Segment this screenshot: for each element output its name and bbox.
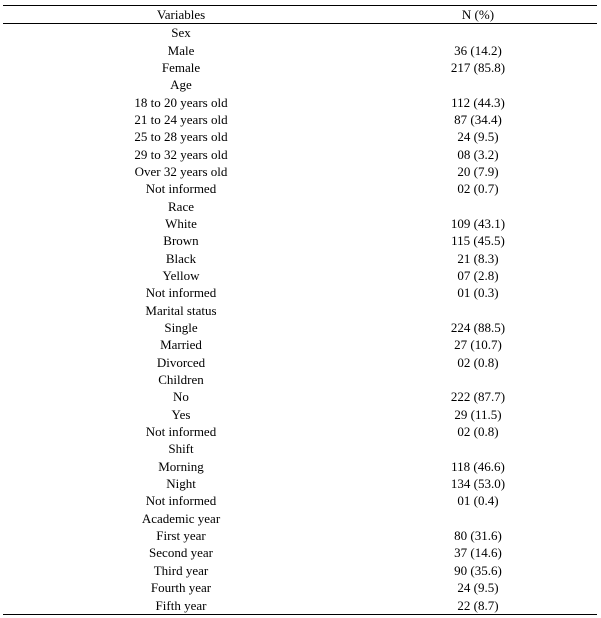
variable-label: 18 to 20 years old [134,94,228,110]
variable-label: Night [166,476,196,492]
n-percent-value [359,440,597,457]
variable-label: Shift [168,441,194,457]
n-percent-value: 21 (8.3) [457,250,499,266]
table-row [3,458,597,475]
variable-label: Over 32 years old [134,163,228,179]
n-percent-value: 02 (0.8) [457,424,499,440]
n-percent-value [359,510,597,527]
variable-label: Male [167,42,195,58]
variable-label: Academic year [141,510,221,526]
variable-label: Not informed [145,493,217,509]
variable-label: No [173,389,189,405]
n-percent-value: 115 (45.5) [451,233,505,249]
n-percent-value: 02 (0.8) [457,354,499,370]
n-percent-value [359,197,597,214]
n-percent-value: 112 (44.3) [451,94,505,110]
n-percent-value: 01 (0.3) [457,285,499,301]
n-percent-value: 87 (34.4) [454,111,502,127]
characteristics-table [3,5,597,615]
variable-label: Not informed [145,424,217,440]
n-percent-value: 36 (14.2) [454,42,502,58]
n-percent-value: 90 (35.6) [454,562,502,578]
variable-label: Race [168,198,194,214]
variable-label: Not informed [145,285,217,301]
characteristics-table-container [3,5,597,615]
table-row [3,336,597,353]
table-row [3,354,597,371]
table-row [3,562,597,579]
table-row [3,406,597,423]
table-row [3,59,597,76]
n-percent-value: 134 (53.0) [450,476,506,492]
variable-label: Marital status [145,302,217,318]
table-row [3,197,597,214]
table-row [3,93,597,110]
variable-label: Children [158,372,204,388]
table-row [3,249,597,266]
n-percent-value [359,24,597,42]
n-percent-value: 217 (85.8) [450,59,506,75]
variable-label: Second year [149,545,213,561]
n-percent-value [359,76,597,93]
table-row [3,423,597,440]
table-row [3,319,597,336]
table-body [3,24,597,615]
table-header [3,6,597,24]
table-row [3,128,597,145]
variable-label: 25 to 28 years old [134,129,228,145]
variables-column-header: Variables [3,6,359,24]
n-percent-value [359,302,597,319]
n-percent-value: 118 (46.6) [451,458,505,474]
variable-label: Female [161,59,201,75]
table-row [3,492,597,509]
variable-label: 29 to 32 years old [134,146,228,162]
variable-label: 21 to 24 years old [134,111,228,127]
table-row [3,440,597,457]
header-row [3,6,597,24]
table-row [3,180,597,197]
n-percent-value: 29 (11.5) [454,406,502,422]
table-row [3,527,597,544]
table-row [3,544,597,561]
variable-label: Sex [171,25,191,41]
variable-label: Yellow [162,267,200,283]
variable-label: Divorced [156,354,206,370]
n-percent-value: 24 (9.5) [457,129,499,145]
table-row [3,41,597,58]
table-row [3,302,597,319]
table-row [3,475,597,492]
table-row [3,163,597,180]
n-percent-value: 08 (3.2) [457,146,499,162]
table-row [3,215,597,232]
table-row [3,267,597,284]
table-row [3,371,597,388]
variable-label: First year [156,528,206,544]
variable-label: Fourth year [150,580,212,596]
table-row [3,284,597,301]
variable-label: Yes [171,406,191,422]
n-percent-value [359,371,597,388]
n-percent-value: 20 (7.9) [457,163,499,179]
table-row [3,145,597,162]
variable-label: Age [170,77,192,93]
n-percent-value: 24 (9.5) [457,580,499,596]
n-percent-value: 22 (8.7) [359,596,597,614]
table-row [3,111,597,128]
n-percent-value: 109 (43.1) [450,215,506,231]
table-row [3,596,597,614]
table-row [3,24,597,42]
variable-label: Single [164,320,198,336]
variable-label: White [165,215,197,231]
n-percent-value: 27 (10.7) [454,337,502,353]
table-row [3,232,597,249]
table-row [3,579,597,596]
variable-label: Brown [163,233,199,249]
variable-label: Fifth year [3,596,359,614]
n-percent-value: 80 (31.6) [454,528,502,544]
variable-label: Third year [153,562,209,578]
n-percent-column-header: N (%) [359,6,597,24]
n-percent-value: 02 (0.7) [457,181,499,197]
table-row [3,388,597,405]
table-row [3,76,597,93]
variable-label: Married [160,337,202,353]
variable-label: Black [165,250,197,266]
n-percent-value: 222 (87.7) [450,389,506,405]
table-row [3,510,597,527]
variable-label: Not informed [145,181,217,197]
n-percent-value: 224 (88.5) [450,320,506,336]
n-percent-value: 07 (2.8) [457,267,499,283]
n-percent-value: 37 (14.6) [454,545,502,561]
variable-label: Morning [158,458,204,474]
n-percent-value: 01 (0.4) [457,493,499,509]
